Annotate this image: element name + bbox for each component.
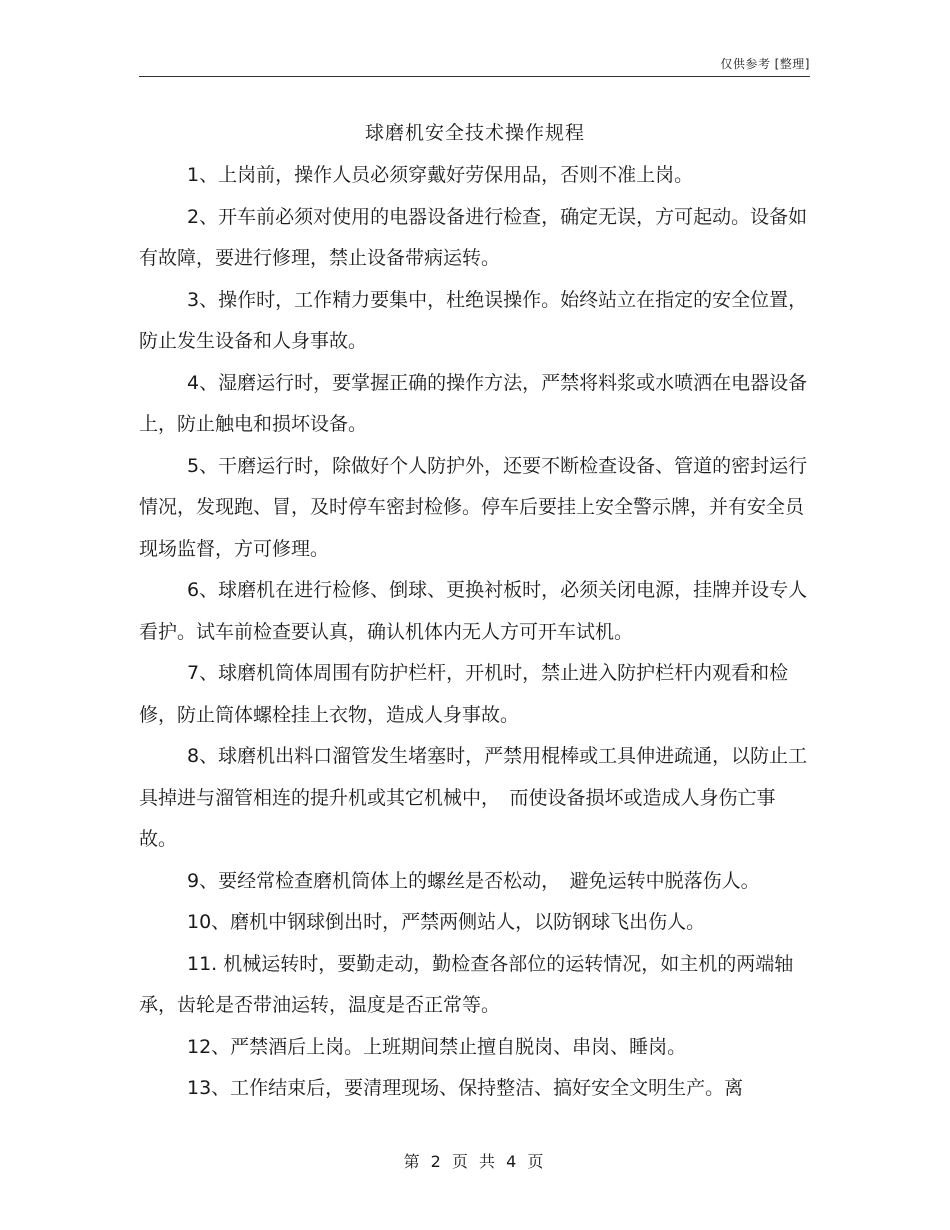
document-body — [139, 155, 810, 1110]
paragraph-2: 2、开车前必须对使用的电器设备进行检查，确定无误，方可起动。设备如有故障，要进行修理，禁止设备带病运转。 — [139, 205, 808, 269]
paragraph-12: 12、严禁酒后上岗。上班期间禁止擅自脱岗、串岗、睡岗。 — [187, 1035, 687, 1058]
paragraph-1: 1、上岗前，操作人员必须穿戴好劳保用品，否则不准上岗。 — [187, 164, 694, 186]
paragraph-13: 13、工作结束后，要清理现场、保持整洁、搞好安全文明生产。离 — [187, 1077, 744, 1099]
paragraph-4: 4、湿磨运行时，要掌握正确的操作方法，严禁将料浆或水喷洒在电器设备上，防止触电和损坏设备。 — [139, 371, 808, 435]
paragraph-6: 6、球磨机在进行检修、倒球、更换衬板时，必须关闭电源，挂牌并设专人看护。试车前检查要认真，确认机体内无人方可开车试机。 — [139, 579, 808, 643]
paragraph-9: 9、要经常检查磨机筒体上的螺丝是否松动， 避免运转中脱落伤人。 — [187, 869, 760, 892]
page-number-footer: 第 2 页 共 4 页 — [403, 1152, 547, 1171]
paragraph-11: 11. 机械运转时，要勤走动，勤检查各部位的运转情况，如主机的两端轴承，齿轮是否带油运转，温度是否正常等。 — [139, 952, 794, 1016]
paragraph-8: 8、球磨机出料口溜管发生堵塞时，严禁用棍棒或工具伸进疏通，以防止工具掉进与溜管相连的提升机或其它机械中， 而使设备损坏或造成人身伤亡事故。 — [139, 745, 808, 850]
paragraph-5: 5、干磨运行时，除做好个人防护外，还要不断检查设备、管道的密封运行情况，发现跑、冒，及时停车密封检修。停车后要挂上安全警示牌，并有安全员现场监督，方可修理。 — [139, 454, 808, 560]
paragraph-3: 3、操作时，工作精力要集中，杜绝误操作。始终站立在指定的安全位置，防止发生设备和人身事故。 — [139, 288, 808, 352]
header-reference-note: 仅供参考 [整理] — [720, 57, 810, 71]
header-divider — [139, 76, 810, 77]
document-title: 球磨机安全技术操作规程 — [364, 122, 585, 144]
paragraph-10: 10、磨机中钢球倒出时，严禁两侧站人，以防钢球飞出伤人。 — [187, 911, 706, 933]
paragraph-7: 7、球磨机筒体周围有防护栏杆，开机时，禁止进入防护栏杆内观看和检修，防止筒体螺栓挂上衣物，造成人身事故。 — [139, 662, 789, 726]
